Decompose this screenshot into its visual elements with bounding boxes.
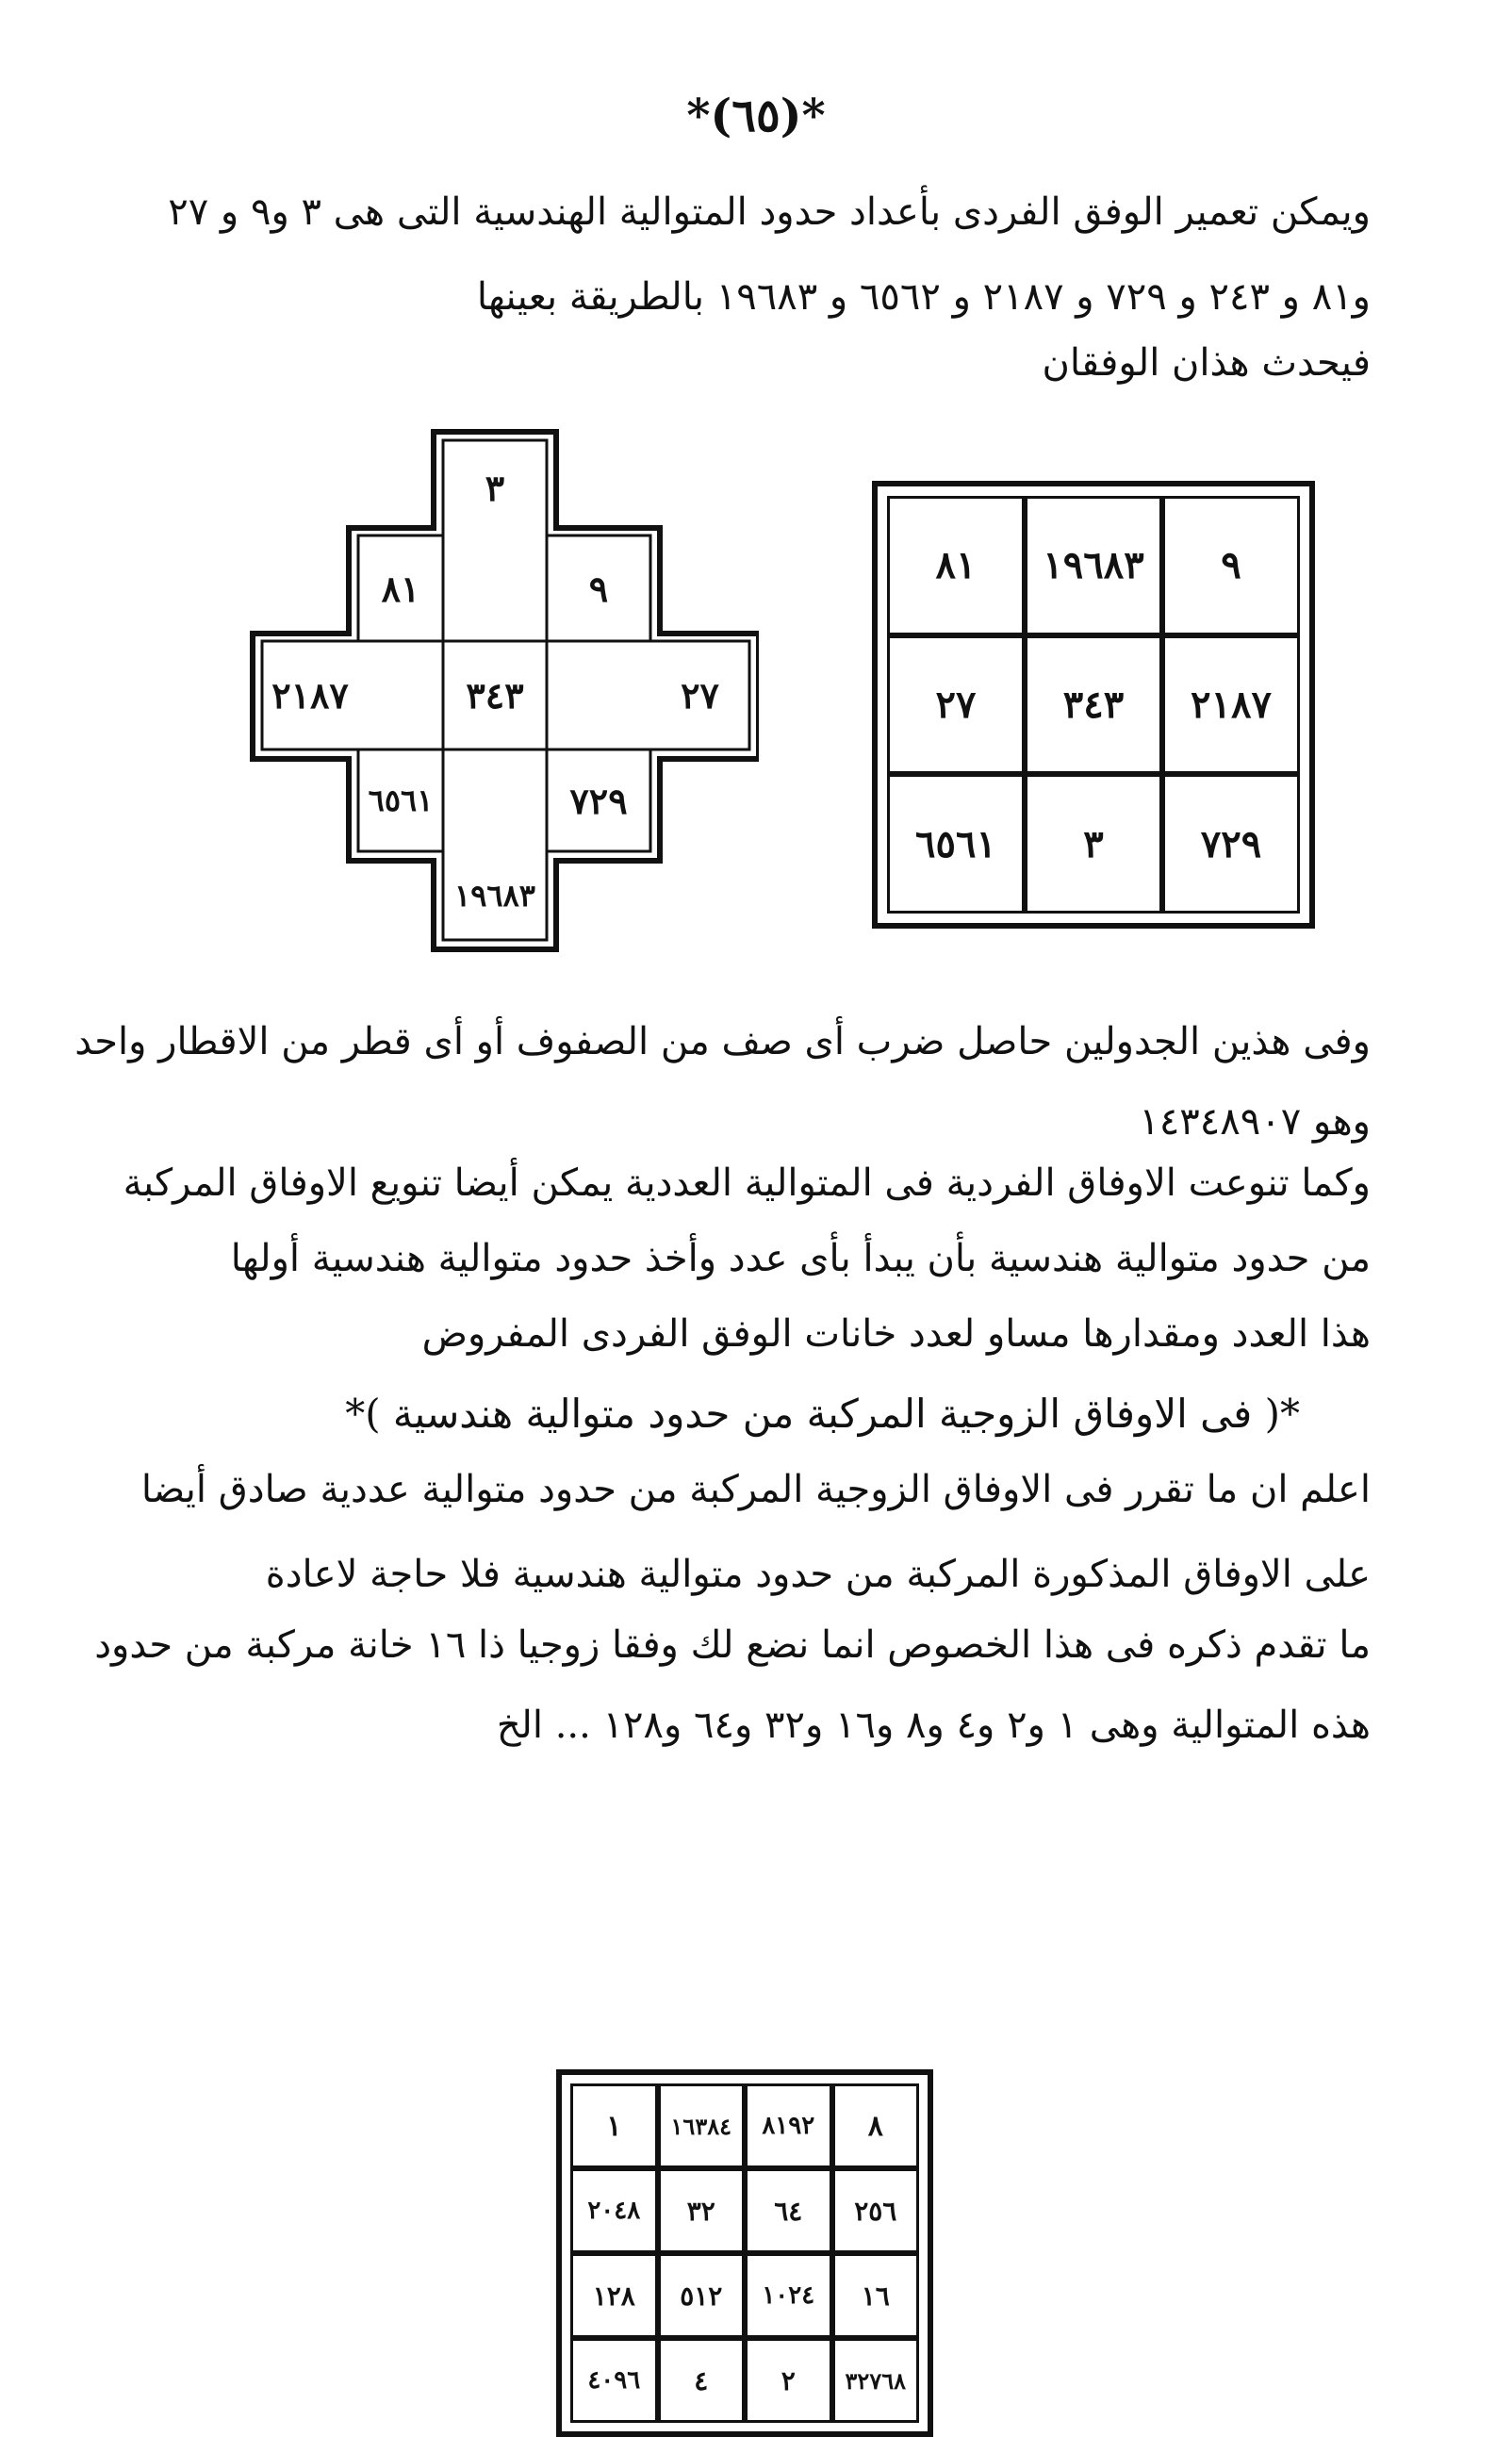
square-cell: ٧٢٩ [1162, 774, 1300, 914]
square-cell: ٨١٩٢ [745, 2083, 832, 2168]
square-cell: ١٢٨ [570, 2253, 658, 2338]
text-line: هذه المتوالية وهى ١ و٢ و٤ و٨ و١٦ و٣٢ و٦٤ و١٢٨ ... الخ [496, 1704, 1371, 1747]
text-line: اعلم ان ما تقرر فى الاوفاق الزوجية المركبة من حدود متوالية عددية صادق أيضا [140, 1468, 1371, 1511]
cross-cell: ٢٧ [681, 674, 719, 716]
square-cell: ٢١٨٧ [1162, 635, 1300, 775]
cross-cell-top: ٣ [485, 467, 505, 509]
text-line: على الاوفاق المذكورة المركبة من حدود متوالية هندسية فلا حاجة لاعادة [265, 1553, 1371, 1596]
magic-square-3x3 [872, 481, 1315, 929]
text-line: وهو ١٤٣٤٨٩٠٧ [1139, 1100, 1371, 1144]
square-cell: ١٦٣٨٤ [658, 2083, 746, 2168]
text-line: و٨١ و ٢٤٣ و ٧٢٩ و ٢١٨٧ و ٦٥٦٢ و ١٩٦٨٣ بالطريقة بعينها [476, 275, 1371, 319]
square-cell: ٢٧ [887, 635, 1025, 775]
square-cell: ٣٤٣ [1025, 635, 1162, 775]
square-cell: ٦٥٦١ [887, 774, 1025, 914]
square-cell: ٥١٢ [658, 2253, 746, 2338]
text-line: ما تقدم ذكره فى هذا الخصوص انما نضع لك وفقا زوجيا ذا ١٦ خانة مركبة من حدود [94, 1623, 1371, 1667]
square-cell: ١ [570, 2083, 658, 2168]
text-line: وكما تنوعت الاوفاق الفردية فى المتوالية العددية يمكن أيضا تنويع الاوفاق المركبة [123, 1161, 1371, 1205]
square-cell: ٣٢٧٦٨ [832, 2338, 920, 2423]
square-cell: ١٩٦٨٣ [1025, 496, 1162, 635]
cross-cell: ٩ [588, 567, 609, 610]
section-heading: *( فى الاوفاق الزوجية المركبة من حدود متوالية هندسية )* [345, 1391, 1300, 1437]
square-cell: ٢ [745, 2338, 832, 2423]
square-cell: ٩ [1162, 496, 1300, 635]
cross-cell: ٢١٨٧ [271, 674, 349, 716]
square-cell: ٨ [832, 2083, 920, 2168]
square-cell: ٦٤ [745, 2168, 832, 2253]
page-number: *(٦٥)* [686, 90, 826, 142]
square-cell: ٣٢ [658, 2168, 746, 2253]
square-cell: ١٠٢٤ [745, 2253, 832, 2338]
square-cell: ٨١ [887, 496, 1025, 635]
square-cell: ١٦ [832, 2253, 920, 2338]
magic-square-4x4 [556, 2069, 933, 2437]
square-cell: ٢٠٤٨ [570, 2168, 658, 2253]
square-cell: ٢٥٦ [832, 2168, 920, 2253]
square-cell: ٤٠٩٦ [570, 2338, 658, 2423]
text-line: من حدود متوالية هندسية بأن يبدأ بأى عدد وأخذ حدود متوالية هندسية أولها [230, 1237, 1371, 1280]
square-cell: ٤ [658, 2338, 746, 2423]
cross-cell-bottom: ١٩٦٨٣ [454, 878, 535, 914]
cross-cell: ٦٥٦١ [368, 782, 434, 818]
cross-cell-center: ٣٤٣ [466, 674, 524, 716]
square-cell: ٣ [1025, 774, 1162, 914]
cross-cell: ٧٢٩ [569, 779, 628, 822]
text-line: وفى هذين الجدولين حاصل ضرب أى صف من الصفوف أو أى قطر من الاقطار واحد [74, 1020, 1371, 1063]
cross-magic-square [250, 429, 759, 952]
text-line: ويمكن تعمير الوفق الفردى بأعداد حدود المتوالية الهندسية التى هى ٣ و٩ و ٢٧ [168, 190, 1371, 234]
text-line: هذا العدد ومقدارها مساو لعدد خانات الوفق الفردى المفروض [421, 1312, 1371, 1356]
text-line: فيحدث هذان الوفقان [1042, 341, 1371, 385]
cross-cell: ٨١ [381, 567, 420, 610]
